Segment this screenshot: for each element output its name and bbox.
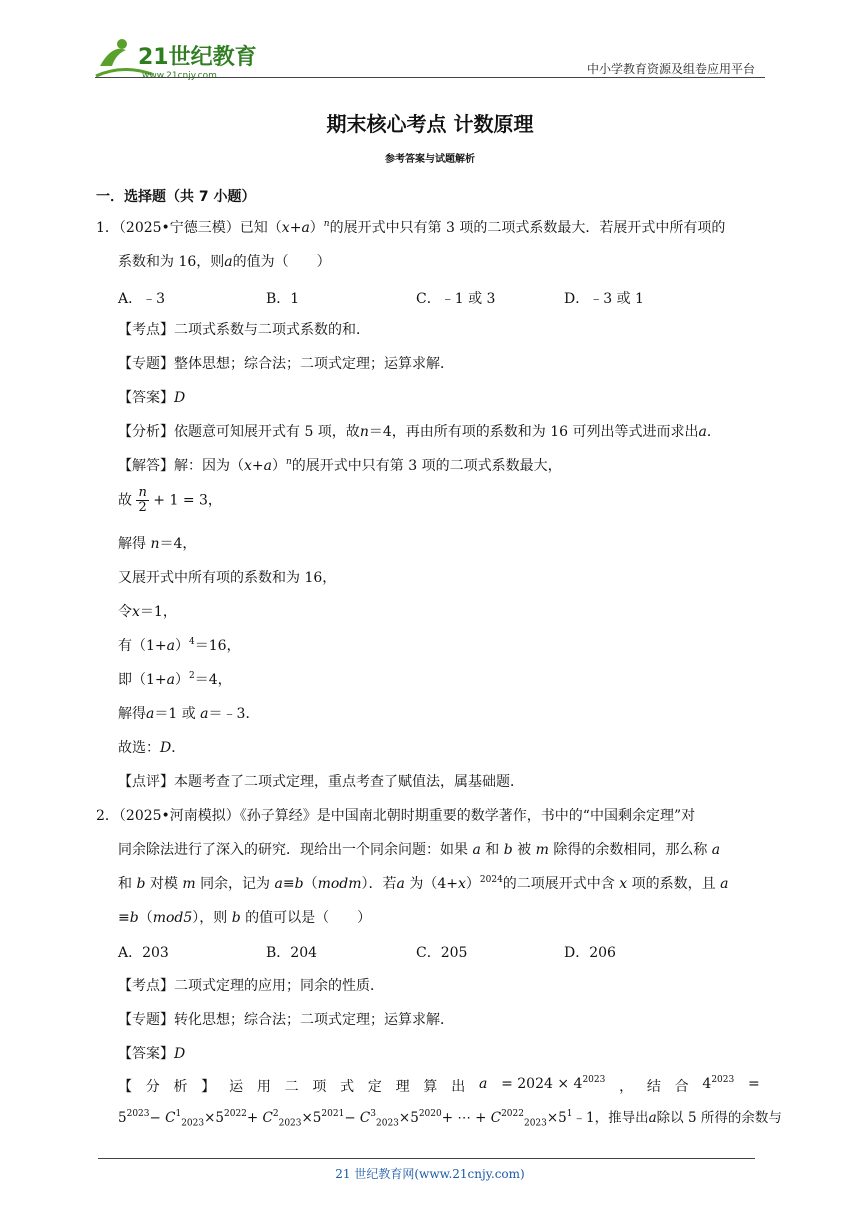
q1-step5: 即$(1+a)^2=4$， [118,671,232,688]
q2-option-a: A．203 [118,945,169,961]
q2-option-c: C．205 [416,945,468,961]
q2-stem-line1: 2．（2025•河南模拟）《孙子算经》是中国南北朝时期重要的数学著作，书中的“中国剩余定理”对 [96,808,696,824]
logo-sub: www.21cnjy.com [142,71,217,81]
q2-stem-line2: 同余除法进行了深入的研究．现给出一个同余问题：如果 a 和 b 被 m 除得的余数相同，那么称 a [118,842,721,858]
q1-kaodian: 【考点】二项式系数与二项式系数的和． [118,322,370,338]
q1-zhuanti: 【专题】整体思想；综合法；二项式定理；运算求解． [118,356,454,372]
q1-option-d: D．﹣3 或 1 [564,291,644,307]
q2-analysis-line1: 【 分 析 】 运 用 二 项 式 定 理 算 出 a = $2024 \times 4^{2023}$ ， 结 合 $4^{2023}$ = [118,1075,760,1095]
q1-fraction-equation: 故 $\frac{n}{2}$ + 1 = 3， [118,485,222,515]
header-divider [95,77,765,78]
q1-step7: 故选：D． [118,740,186,756]
footer-divider [98,1158,755,1159]
footer-site-link[interactable]: 21 世纪教育网(www.21cnjy.com) [335,1167,525,1181]
q1-step1: 解得 n＝4， [118,536,197,552]
q1-stem-line2: 系数和为 16，则a的值为（ ） [118,254,331,270]
logo [92,36,262,82]
q1-answer: 【答案】D [118,390,186,406]
q2-option-d: D．206 [564,945,616,961]
q1-solution: 【解答】解：因为$(x+a)^n$的展开式中只有第 3 项的二项式系数最大， [118,457,562,474]
header-platform-name: 中小学教育资源及组卷应用平台 [586,62,755,76]
q1-stem-line1: 1．（2025•宁德三模）已知$(x+a)^n$的展开式中只有第 3 项的二项式系数最大．若展开式中所有项的 [96,219,726,236]
page-title: 期末核心考点 计数原理 [326,112,534,136]
q1-step6: 解得a＝1 或 a＝﹣3． [118,706,260,722]
q1-step2: 又展开式中所有项的系数和为 16， [118,570,337,586]
q1-step3: 令x＝1， [118,604,177,620]
q1-option-c: C．﹣1 或 3 [416,291,496,307]
q2-stem-line4: ≡b（mod5），则 b 的值可以是（ ） [118,910,372,926]
q1-option-a: A．﹣3 [118,291,166,307]
section-heading: 一．选择题（共 7 小题） [96,189,256,205]
q2-zhuanti: 【专题】转化思想；综合法；二项式定理；运算求解． [118,1012,454,1028]
q2-stem-line3: 和 b 对模 m 同余，记为 a≡b（modm）．若a 为$(4+x)^{2024}$的二项展开式中含 x 项的系数，且 a [118,875,729,892]
q2-answer: 【答案】D [118,1046,186,1062]
page-subtitle: 参考答案与试题解析 [385,154,475,165]
q1-analysis: 【分析】依题意可知展开式有 5 项，故n＝4，再由所有项的系数和为 16 可列出等式进而求出a． [118,424,721,440]
q1-step4: 有$(1+a)^4=16$， [118,637,241,654]
logo-text: 21世纪教育 [138,45,257,70]
q2-kaodian: 【考点】二项式定理的应用；同余的性质． [118,978,384,994]
q1-option-b: B．1 [266,291,300,307]
q2-option-b: B．204 [266,945,318,961]
q2-analysis-line2: $5^{2023}- C^1_{2023}\times 5^{2022}+ C^2_{2023}\times 5^{2021}- C^3_{2023}\times 5^{2020}+$ ⋯ + $C^{2022}_{2023}\times 5^1﹣1$，推导出a除以 5 所得的余数与 [118,1109,782,1129]
q1-review: 【点评】本题考查了二项式定理，重点考查了赋值法，属基础题． [118,774,524,790]
